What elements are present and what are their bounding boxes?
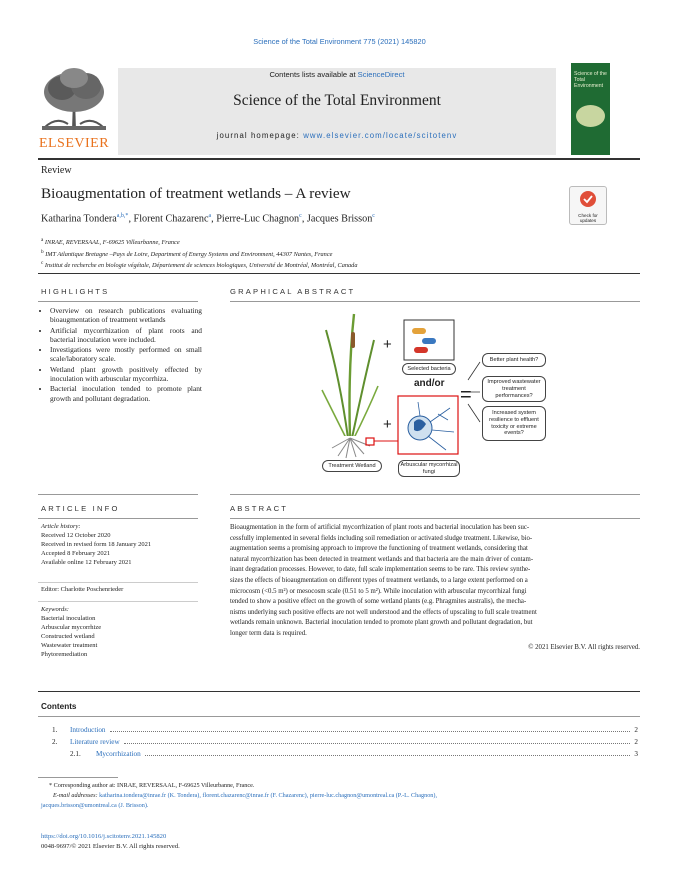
affiliation-text: IMT Atlantique Bretagne –Pays de Loire, Department of Energy Systems and Environment, 44307 Nantes, France	[45, 250, 333, 258]
toc-entry[interactable]	[52, 722, 638, 734]
affiliations	[41, 236, 641, 271]
keyword: Arbuscular mycorrhize	[41, 624, 102, 631]
keyword: Constructed wetland	[41, 633, 95, 640]
toc-title[interactable]: Literature review	[70, 738, 120, 746]
elsevier-logo	[38, 66, 110, 151]
toc-dots	[110, 731, 631, 732]
article-title: Bioaugmentation of treatment wetlands – A review	[41, 185, 351, 202]
graphical-abstract-figure	[318, 310, 558, 486]
contents-prefix: Contents lists available at	[269, 70, 358, 79]
history-entry: Accepted 8 February 2021	[41, 550, 111, 557]
check-updates-icon	[579, 190, 597, 208]
author-emails-continued[interactable]: jacques.brisson@umontreal.ca (J. Brisson).	[41, 802, 149, 810]
contents-heading: Contents	[41, 702, 77, 711]
affiliation-sup: b	[41, 248, 44, 255]
check-for-updates-badge[interactable]	[569, 186, 607, 225]
history-entry: Received 12 October 2020	[41, 532, 111, 539]
elsevier-wordmark: ELSEVIER	[38, 136, 110, 151]
keyword: Wastewater treatment	[41, 642, 98, 649]
abstract-line: Bioaugmentation in the form of artificial mycorrhization of plant roots and bacterial inoculation has been suc-	[230, 524, 530, 531]
highlight-item: • Investigations were mostly performed on small scale/laboratory scale.	[50, 345, 202, 364]
journal-banner	[118, 68, 556, 155]
abstract-line: longer term data is required.	[230, 629, 307, 637]
author-sup[interactable]: c	[372, 213, 375, 219]
abstract-bottom-rule	[38, 691, 640, 692]
toc-number: 2.	[52, 738, 58, 746]
toc-dots	[145, 755, 631, 756]
author-list: Katharina Tondera$^{a,b,*}$, Florent Chazarenc$^a$, Pierre-Luc Chagnon$^c$, Jacques Brisson$^c$	[41, 213, 375, 225]
author-name[interactable]: Jacques Brisson	[306, 213, 373, 225]
keyword: Phytoremediation	[41, 651, 88, 658]
copyright-notice: © 2021 Elsevier B.V. All rights reserved.	[528, 643, 640, 651]
highlight-item: • Overview on research publications evaluating bioaugmentation of treatment wetlands	[50, 306, 202, 325]
abstract-line: tended to show a positive effect on the growth of some wetland plants (e.g. Phragmites australis), the mecha-	[230, 598, 527, 606]
plus-sign-fungi: +	[383, 416, 392, 433]
highlights-list	[41, 306, 202, 404]
treatment-wetland-label: Treatment Wetland	[322, 460, 382, 472]
email-label: E-mail addresses:	[53, 792, 98, 800]
journal-title: Science of the Total Environment	[233, 92, 441, 109]
contents-rule	[38, 716, 640, 717]
author-sup[interactable]: a,b,*	[116, 213, 129, 219]
toc-entry[interactable]	[52, 734, 638, 746]
abstract-line: augmentation seems a promising approach to improve the functioning of treatment wetlands, considering that	[230, 545, 528, 553]
history-entry: Available online 12 February 2021	[41, 559, 132, 566]
article-history	[41, 522, 151, 567]
toc-number: 2.1.	[70, 750, 81, 758]
editor-line: Editor: Charlotte Poschenrieder	[41, 586, 124, 593]
author-sup[interactable]: a	[208, 213, 212, 219]
editor-rule	[38, 601, 198, 602]
toc-title[interactable]: Introduction	[70, 726, 106, 734]
highlight-item: • Bacterial inoculation tended to promote plant growth and pollutant degradation.	[50, 384, 202, 403]
selected-bacteria-label: Selected bacteria	[402, 363, 456, 375]
article-info-heading: ARTICLE INFO	[41, 504, 120, 513]
affiliation	[41, 259, 641, 271]
highlight-item: • Wetland plant growth positively effected by inoculation with arbuscular mycorrhiza.	[50, 365, 202, 384]
outcome-wastewater: Improved wastewater treatment performances?	[482, 376, 546, 402]
homepage-prefix: journal homepage:	[216, 131, 304, 140]
history-label: Article history:	[41, 523, 81, 530]
abstract-line: nisms underlying such positive effects are not well understood and the effects of upscaling to full scale treatment	[230, 608, 537, 616]
toc-title[interactable]: Mycorrhization	[96, 750, 141, 758]
plus-sign-bacteria: +	[383, 336, 392, 353]
abstract-line: microcosm (<0.5 m²) or mesocosm scale (0.51 to 5 m²). While inoculation with arbuscular mycorrhizal fungi	[230, 587, 527, 595]
toc-page: 2	[634, 738, 638, 746]
cover-image	[576, 105, 605, 127]
affiliation	[41, 236, 641, 248]
highlights-rule	[38, 301, 198, 302]
graphical-abstract-rule	[230, 301, 640, 302]
outcome-resilience: Increased system resilience to effluent toxicity or extreme events?	[482, 406, 546, 441]
journal-homepage-link[interactable]: www.elsevier.com/locate/scitotenv	[303, 131, 458, 140]
footnote	[41, 781, 641, 812]
author-name[interactable]: Katharina Tondera	[41, 213, 117, 225]
arbuscular-fungi-label: Arbuscular mycorrhizal fungi	[398, 460, 460, 477]
toc-entry[interactable]	[52, 746, 638, 758]
history-rule	[38, 582, 198, 583]
toc-page: 2	[634, 726, 638, 734]
keyword: Bacterial inoculation	[41, 615, 96, 622]
elsevier-tree-icon	[38, 66, 110, 132]
info-top-rule	[38, 494, 198, 495]
corresponding-author: * Corresponding author at: INRAE, REVERSAAL, F-69625 Villeurbanne, France.	[49, 782, 255, 789]
affiliation-text: Institut de recherche en biologie végétale, Département de sciences biologiques, Université de Montréal, Montréal, Canada	[44, 262, 358, 270]
graphical-abstract-heading: GRAPHICAL ABSTRACT	[230, 287, 356, 296]
check-updates-label: Check for updates	[578, 213, 598, 223]
highlights-heading: HIGHLIGHTS	[41, 287, 110, 296]
journal-cover[interactable]	[571, 63, 610, 155]
article-type: Review	[41, 165, 72, 176]
toc-page: 3	[634, 750, 638, 758]
page-footer	[41, 832, 180, 853]
abstract-body	[230, 523, 640, 653]
affiliation	[41, 248, 641, 260]
keywords	[41, 605, 101, 659]
highlight-item: • Artificial mycorrhization of plant roots and bacterial inoculation were included.	[50, 326, 202, 345]
contents-list	[52, 722, 638, 758]
toc-number: 1.	[52, 726, 58, 734]
info-rule	[38, 518, 198, 519]
author-sup[interactable]: c	[299, 213, 302, 219]
toc-dots	[124, 743, 631, 744]
outcome-plant-health: Better plant health?	[482, 353, 546, 367]
sciencedirect-link[interactable]: ScienceDirect	[357, 70, 405, 79]
author-emails[interactable]: katharina.tondera@inrae.fr (K. Tondera), florent.chazarenc@inrae.fr (F. Chazarenc), pierre-luc.chagnon@umontreal.ca (P.-L. Chagnon),	[99, 792, 437, 800]
journal-citation[interactable]: Science of the Total Environment 775 (2021) 145820	[253, 37, 426, 46]
header-rule	[38, 158, 640, 160]
abstract-line: cessfully implemented in several fields including soil remediation or activated sludge treatment. Likewise, bio-	[230, 534, 533, 542]
abstract-rule	[230, 518, 640, 519]
author-name[interactable]: Pierre-Luc Chagnon	[216, 213, 300, 225]
affiliation-sup: c	[41, 260, 44, 266]
abstract-heading: ABSTRACT	[230, 504, 289, 513]
cover-title: Science of the Total Environment	[574, 71, 607, 89]
abstract-line: inant degradation processes. However, to date, full scale implementation seems to be rare. This review synthe-	[230, 566, 531, 574]
and-or-label: and/or	[414, 378, 445, 389]
author-name[interactable]: Florent Chazarenc	[133, 213, 209, 225]
history-entry: Received in revised form 18 January 2021	[41, 541, 152, 548]
abstract-top-rule	[230, 494, 640, 495]
footnote-rule	[38, 777, 118, 778]
affiliation-sup: a	[41, 237, 44, 243]
issn-line: 0048-9697/© 2021 Elsevier B.V. All rights reserved.	[41, 843, 180, 851]
keywords-label: Keywords:	[41, 606, 69, 613]
abstract-line: sizes the effects of bioaugmentation on different types of treatment wetlands, to a large extent performed on a	[230, 576, 528, 584]
abstract-line: wetlands remain unknown. Bacterial inoculation tended to promote plant growth and pollutant degradation, but	[230, 619, 533, 627]
equals-sign: =	[460, 384, 472, 406]
abstract-line: natural mycorrhization has been detected in treatment wetlands and that bacteria are the main driver of contam-	[230, 555, 534, 563]
title-rule	[38, 273, 640, 274]
contents-line	[118, 70, 556, 79]
homepage-line	[118, 131, 556, 140]
doi-link[interactable]: https://doi.org/10.1016/j.scitotenv.2021.145820	[41, 833, 167, 840]
affiliation-text: INRAE, REVERSAAL, F-69625 Villeurbanne, France	[44, 239, 180, 247]
